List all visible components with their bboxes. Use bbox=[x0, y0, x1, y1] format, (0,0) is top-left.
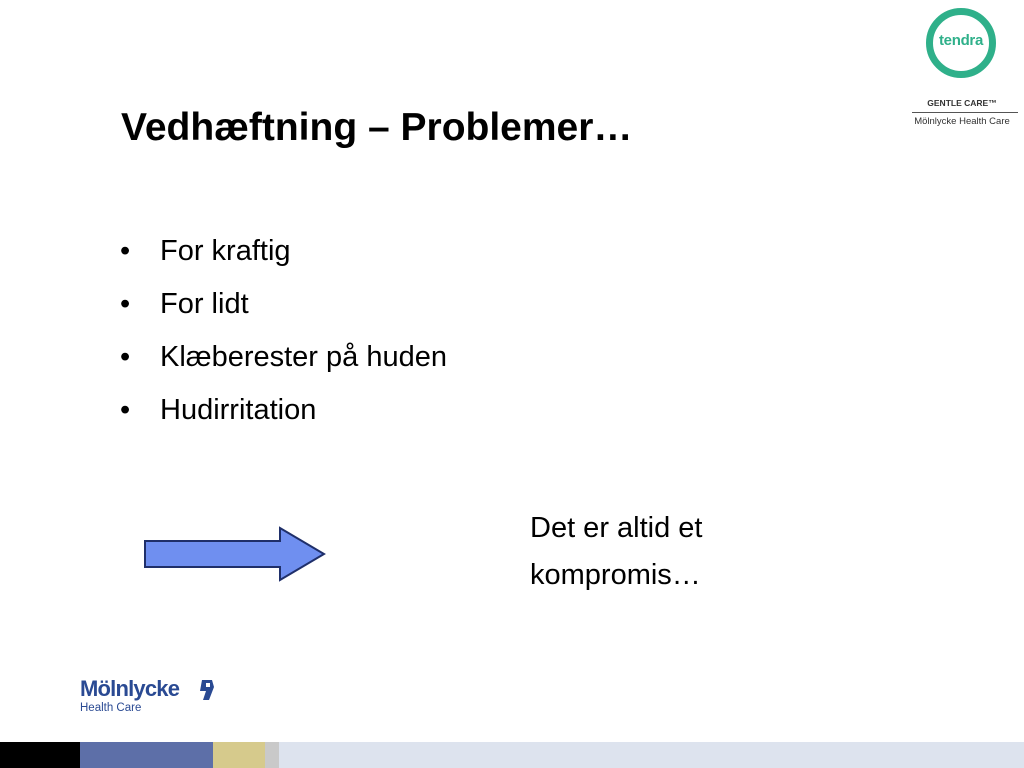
compromise-note bbox=[530, 505, 790, 599]
bullet-text: For kraftig bbox=[160, 235, 291, 267]
tendra-divider bbox=[912, 112, 1018, 113]
bullet-icon: • bbox=[120, 288, 131, 320]
footer-segment bbox=[265, 742, 279, 768]
footer-color-bar bbox=[0, 742, 1024, 768]
note-line-2: kompromis… bbox=[530, 559, 701, 591]
footer-segment bbox=[0, 742, 80, 768]
note-line-1: Det er altid et bbox=[530, 512, 703, 544]
bullet-text: Klæberester på huden bbox=[160, 341, 447, 373]
slide-title: Vedhæftning – Problemer… bbox=[121, 106, 633, 149]
tendra-tagline: GENTLE CARE™ bbox=[927, 98, 997, 108]
tendra-company-name: Mölnlycke Health Care bbox=[914, 116, 1010, 127]
bullet-icon: • bbox=[120, 235, 131, 267]
molnlycke-wordmark: Mölnlycke bbox=[80, 676, 180, 701]
molnlycke-logo bbox=[80, 676, 220, 720]
bullet-icon: • bbox=[120, 341, 131, 373]
molnlycke-subtitle: Health Care bbox=[80, 702, 142, 714]
footer-segment bbox=[213, 742, 265, 768]
bullet-icon: • bbox=[120, 394, 131, 426]
right-arrow-icon bbox=[143, 526, 327, 582]
tendra-logo-word: tendra bbox=[938, 32, 984, 49]
bullet-text: For lidt bbox=[160, 288, 249, 320]
footer-segment bbox=[279, 742, 1024, 768]
footer-segment bbox=[80, 742, 213, 768]
tendra-logo bbox=[906, 8, 1018, 132]
molnlycke-symbol-icon bbox=[197, 679, 215, 701]
bullet-text: Hudirritation bbox=[160, 394, 317, 426]
